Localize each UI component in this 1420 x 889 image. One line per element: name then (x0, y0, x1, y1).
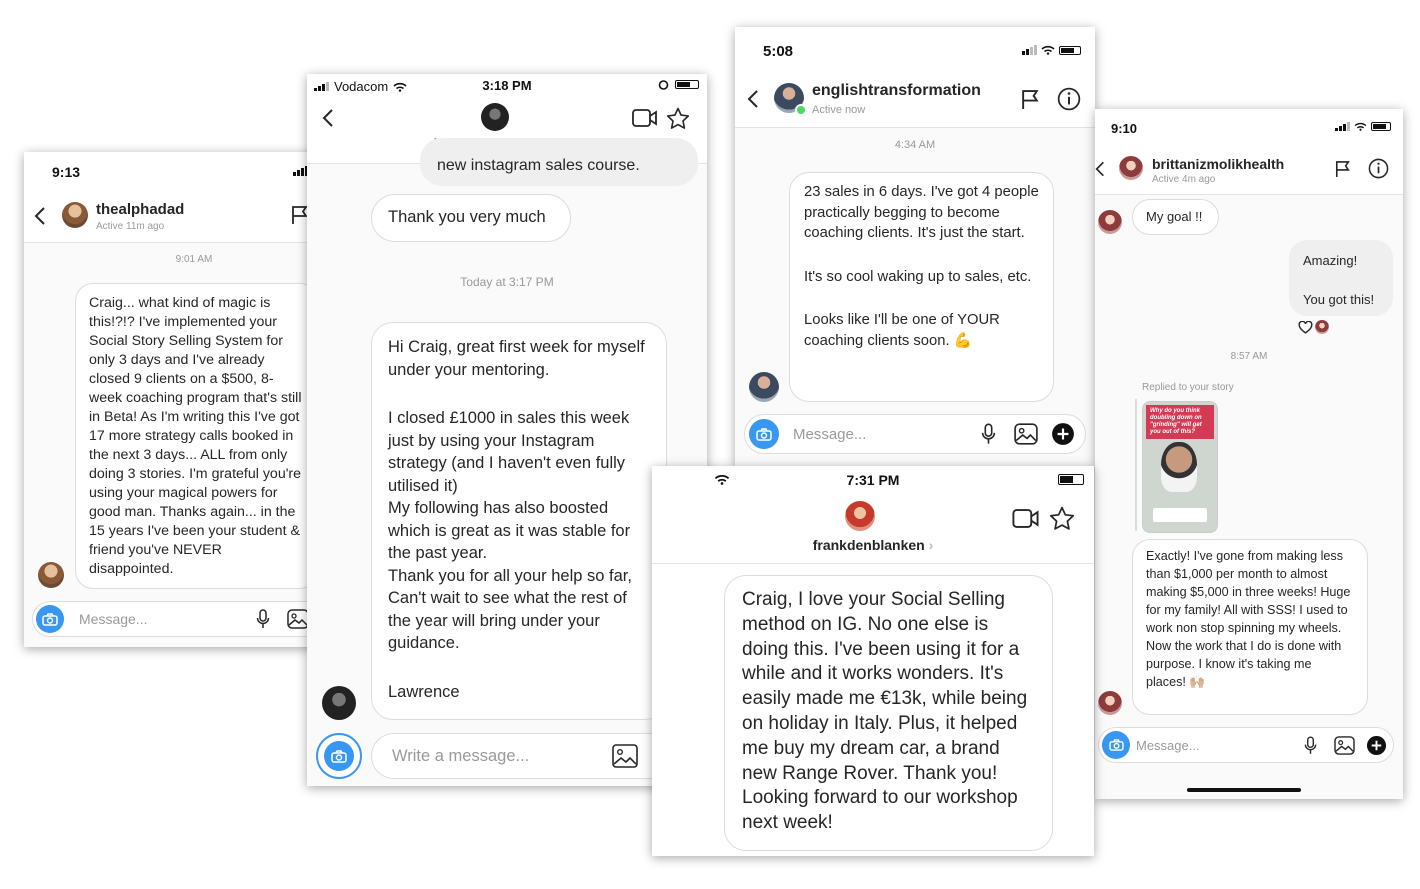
story-person-image (1161, 442, 1197, 492)
avatar[interactable] (1119, 156, 1143, 180)
back-arrow-icon[interactable] (747, 90, 759, 108)
message-paragraph: Hi Craig, great first week for myself under your mentoring. (388, 338, 645, 379)
reaction-avatar (1315, 320, 1329, 334)
replied-label: Replied to your story (1142, 382, 1234, 393)
message-paragraph: Looks like I'll be one of YOUR coaching clients soon. 💪 (804, 312, 1000, 349)
gallery-icon[interactable] (287, 609, 309, 629)
message-input[interactable]: Write a message... (392, 747, 530, 765)
battery-icon (675, 80, 699, 89)
chat-header (735, 71, 1095, 128)
previous-message-bubble (420, 138, 698, 186)
active-status: Active 11m ago (96, 221, 165, 232)
sent-message-bubble (1289, 240, 1393, 316)
status-time: 9:13 (52, 164, 81, 180)
video-call-icon[interactable] (1012, 508, 1040, 529)
back-arrow-icon[interactable] (322, 109, 334, 127)
timestamp: 8:57 AM (1230, 351, 1268, 362)
battery-icon (1058, 474, 1084, 485)
message-text: Craig... what kind of magic is this!?!? I've implemented your Social Story Selling System for only 3 days and I've already closed 9 clients on a $500, 8-week coaching program that's still in Beta! As I'm writing this I've got 17 more strategy calls booked in the next 3 days... ALL from only doing 3 stories. I'm grateful you're using your magical powers for good man. Thanks again... in the 15 years I've been your student & friend you've NEVER disappointed. (89, 295, 302, 577)
chat-header (652, 466, 1094, 564)
gallery-icon[interactable] (1014, 423, 1038, 445)
story-caption: Why do you think doubling down on "grinding" will get you out of this? (1146, 405, 1214, 439)
home-indicator (1187, 788, 1301, 792)
status-bar (307, 74, 707, 96)
star-icon[interactable] (666, 107, 690, 130)
add-icon[interactable] (1051, 422, 1075, 446)
timestamp: Today at 3:17 PM (460, 275, 554, 289)
camera-icon (756, 428, 772, 441)
sender-avatar (1098, 691, 1122, 715)
message-paragraph: 23 sales in 6 days. I've got 4 people practically begging to become coaching clients. It's just the start. (804, 184, 1039, 241)
sender-avatar (38, 562, 64, 588)
battery-icon (1059, 46, 1081, 55)
message-text: Amazing! (1303, 253, 1358, 268)
active-status: Active now (812, 104, 866, 116)
message-text: new instagram sales course. (437, 157, 640, 174)
camera-button[interactable] (36, 605, 64, 633)
sender-avatar (749, 372, 779, 402)
status-time: 5:08 (763, 43, 794, 60)
chat-screenshot-brittani (1095, 109, 1403, 799)
camera-button[interactable] (749, 419, 779, 449)
chat-screenshot-lawrence (307, 74, 707, 786)
message-bubble-goal (1132, 199, 1219, 235)
camera-button[interactable] (1102, 731, 1130, 759)
username[interactable]: englishtransformation (812, 82, 981, 99)
message-text: Thank you very much (388, 208, 546, 226)
message-composer (1098, 727, 1394, 763)
back-arrow-icon[interactable] (1095, 161, 1105, 177)
microphone-icon[interactable] (981, 423, 996, 445)
microphone-icon[interactable] (256, 609, 270, 629)
username[interactable]: thealphadad (96, 201, 185, 218)
message-paragraph: Thank you for all your help so far, Can't wait to see what the rest of the year will bring under your guidance. (388, 566, 632, 652)
message-bubble (789, 172, 1054, 402)
sender-avatar (1098, 210, 1122, 234)
chat-screenshot-englishtransformation (735, 27, 1095, 467)
message-text: Exactly! I've gone from making less than $1,000 per month to almost making $5,000 in three weeks! Huge for my family! All with SSS! I used to work non stop spinning my wheels. Now the work that I do is done with purpose. I know it's taking me places! 🙌🏼 (1146, 549, 1351, 689)
message-paragraph: I closed £1000 in sales this week just by using your Instagram strategy (and I haven't even fully utilised it) (388, 409, 630, 495)
camera-icon (1109, 739, 1124, 751)
status-bar (1095, 109, 1403, 143)
message-input[interactable]: Message... (793, 426, 867, 443)
gallery-icon[interactable] (612, 744, 638, 768)
microphone-icon[interactable] (1304, 736, 1317, 755)
message-input[interactable]: Message... (79, 611, 148, 627)
camera-icon (331, 750, 347, 763)
story-stickers (1153, 508, 1207, 522)
chat-header (1095, 143, 1403, 195)
message-composer (371, 733, 698, 779)
timestamp: 9:01 AM (175, 254, 213, 265)
message-text: You got this! (1303, 292, 1375, 307)
status-time: 7:31 PM (846, 472, 900, 488)
avatar[interactable] (62, 202, 88, 228)
username[interactable]: brittanizmolikhealth (1152, 156, 1285, 172)
status-time: 9:10 (1111, 121, 1138, 136)
message-bubble (371, 322, 667, 720)
signal-icon (293, 166, 308, 176)
username[interactable]: frankdenblanken › (812, 537, 934, 553)
status-time: 3:18 PM (482, 78, 532, 93)
avatar[interactable] (481, 103, 509, 131)
gallery-icon[interactable] (1334, 736, 1355, 755)
message-paragraph: My following has also boosted which is great as it was stable for the past year. (388, 499, 631, 562)
message-text: My goal !! (1146, 209, 1203, 224)
carrier-name: Vodacom (334, 79, 389, 94)
message-bubble (75, 283, 318, 589)
message-bubble (1132, 539, 1368, 715)
story-reply-bar (1135, 399, 1137, 531)
message-composer (32, 601, 354, 637)
status-bar (652, 466, 1094, 490)
video-call-icon[interactable] (632, 108, 658, 128)
wifi-icon (1041, 45, 1055, 55)
story-thumbnail[interactable] (1142, 401, 1218, 533)
camera-button[interactable] (316, 733, 362, 779)
info-icon[interactable] (1057, 87, 1081, 111)
signal-icon (1022, 45, 1037, 55)
signal-icon (1335, 122, 1350, 131)
sender-avatar (322, 686, 356, 720)
info-icon[interactable] (1368, 158, 1389, 179)
flag-icon[interactable] (1335, 160, 1351, 178)
alarm-icon (658, 79, 669, 90)
reply-bubble (371, 194, 571, 242)
back-arrow-icon[interactable] (34, 207, 46, 225)
message-paragraph: It's so cool waking up to sales, etc. (804, 268, 1032, 285)
camera-icon (42, 613, 58, 626)
message-input[interactable]: Message... (1136, 738, 1200, 753)
heart-reaction-icon (1298, 321, 1313, 334)
online-indicator (795, 104, 807, 116)
battery-icon (1371, 122, 1391, 131)
message-signoff: Lawrence (388, 682, 460, 701)
chat-screenshot-frankdenblanken (652, 466, 1094, 856)
message-composer (744, 414, 1086, 454)
message-text: Craig, I love your Social Selling method on IG. No one else is doing this. I've been using it for a while and it works wonders. It's easily made me €13k, while being on holiday in Italy. Plus, it helped me buy my dream car, a brand new Range Rover. Thank you! Looking forward to our workshop next week! (742, 589, 1028, 834)
flag-icon[interactable] (1021, 89, 1040, 110)
status-bar (735, 27, 1095, 71)
timestamp: 4:34 AM (894, 139, 936, 151)
star-icon[interactable] (1049, 506, 1075, 531)
avatar[interactable] (845, 501, 875, 531)
add-icon[interactable] (1366, 735, 1387, 756)
wifi-icon (1354, 122, 1367, 131)
message-bubble (724, 575, 1053, 851)
active-status: Active 4m ago (1152, 174, 1216, 185)
